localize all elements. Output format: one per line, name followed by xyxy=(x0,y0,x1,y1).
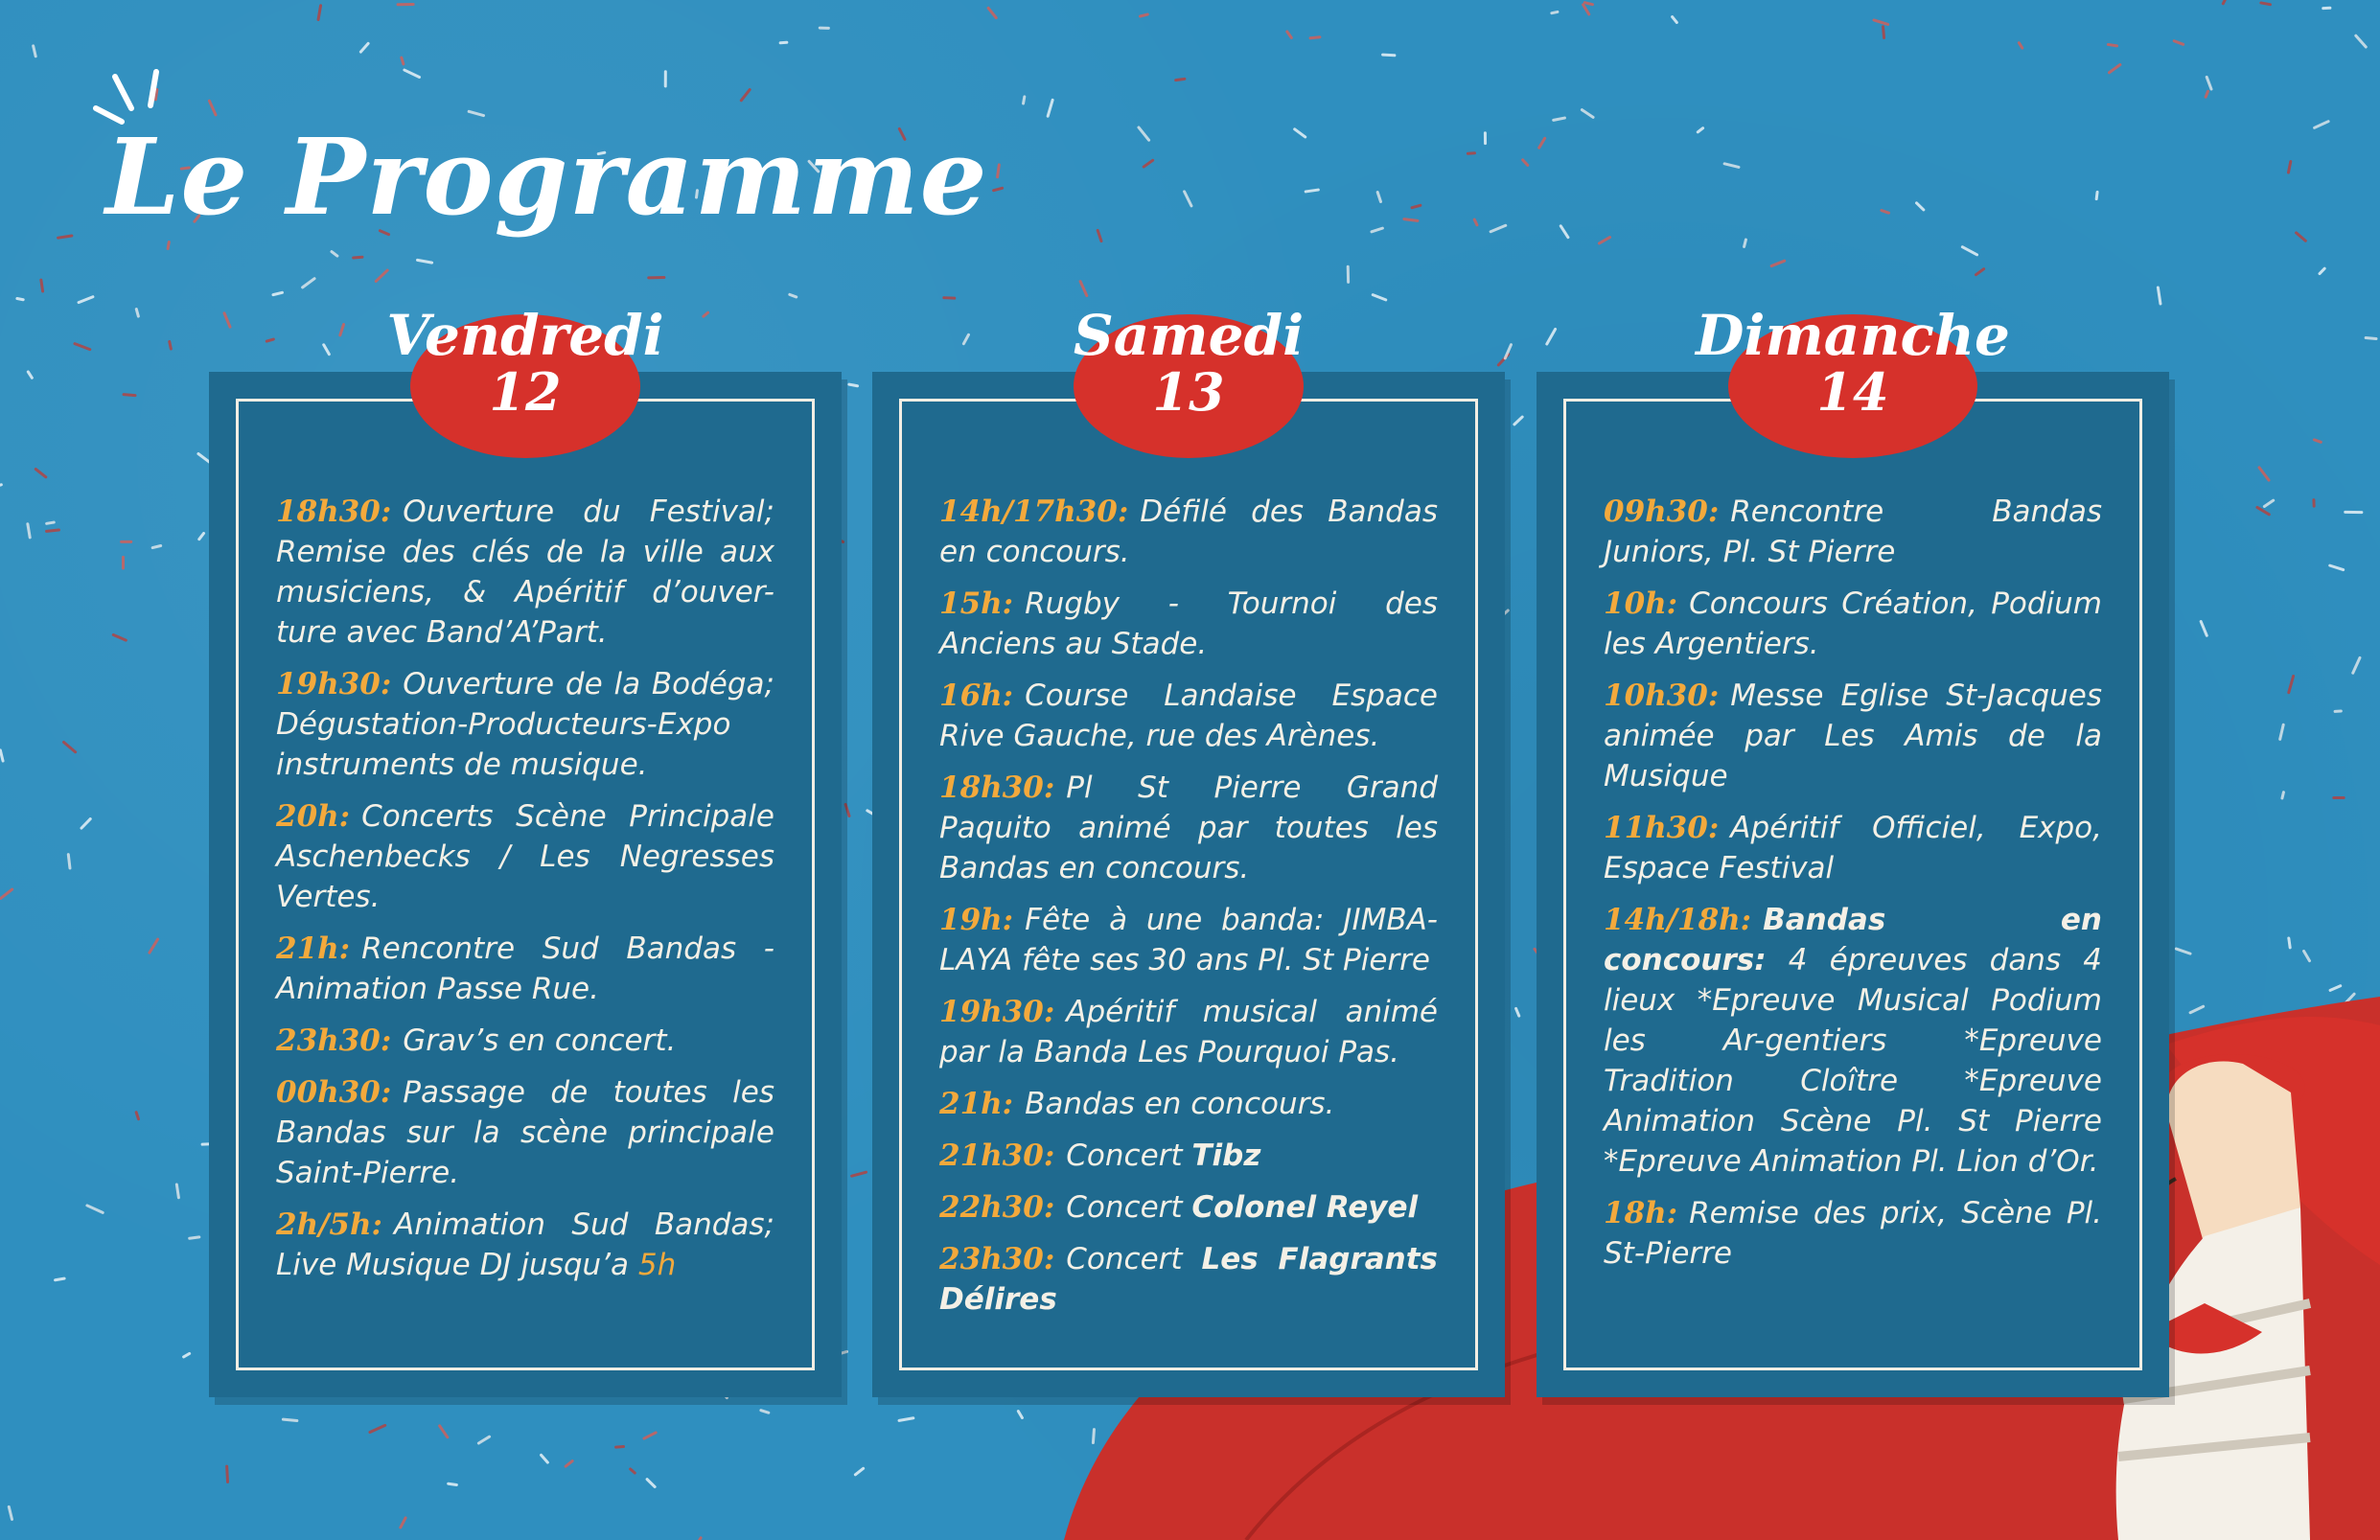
event-item xyxy=(276,1072,774,1193)
day-card-dimanche xyxy=(1537,303,2169,1397)
event-item xyxy=(939,900,1438,980)
event-item xyxy=(276,796,774,917)
event-text: Apéritif Officiel, Expo, Espace Festival xyxy=(1604,811,2102,885)
event-time: 2h/5h: xyxy=(276,1207,382,1242)
event-time: 10h30: xyxy=(1604,678,1720,713)
event-highlight: Bandas en concours: xyxy=(1604,903,2102,977)
day-name: Vendredi xyxy=(386,303,664,369)
event-time: 19h30: xyxy=(939,995,1055,1029)
event-item xyxy=(1604,808,2102,888)
day-number: 13 xyxy=(1152,361,1225,424)
event-time: 21h: xyxy=(276,931,351,966)
event-accent: 5h xyxy=(637,1248,677,1282)
event-time: 19h30: xyxy=(276,667,392,701)
event-item xyxy=(939,1187,1438,1228)
event-item xyxy=(939,492,1438,572)
event-item xyxy=(1604,584,2102,664)
event-time: 00h30: xyxy=(276,1075,392,1110)
event-item xyxy=(939,992,1438,1072)
event-item xyxy=(276,1021,774,1061)
event-text: Bandas en concours. xyxy=(1025,1087,1335,1121)
event-text: Ouverture de la Bodéga; Dégustation-Producteurs-Expo instruments de musique. xyxy=(276,667,774,782)
event-highlight: Tibz xyxy=(1191,1138,1261,1173)
event-list xyxy=(939,492,1438,1331)
event-item xyxy=(276,1205,774,1285)
day-name: Samedi xyxy=(1073,303,1305,369)
page-title: Le Programme xyxy=(105,115,988,239)
day-card-samedi xyxy=(872,303,1505,1397)
event-text: Pl St Pierre Grand Paquito animé par toutes les Bandas en concours. xyxy=(939,770,1438,885)
event-time: 10h: xyxy=(1604,586,1678,621)
event-list xyxy=(276,492,774,1297)
event-item xyxy=(1604,676,2102,796)
event-item xyxy=(1604,492,2102,572)
event-time: 22h30: xyxy=(939,1190,1055,1225)
event-item xyxy=(939,1084,1438,1124)
event-text: Remise des prix, Scène Pl. St-Pierre xyxy=(1604,1196,2102,1271)
event-text: Défilé des Bandas en concours. xyxy=(939,494,1438,569)
event-item xyxy=(1604,900,2102,1182)
event-text: Course Landaise Espace Rive Gauche, rue des Arènes. xyxy=(939,678,1438,753)
event-time: 15h: xyxy=(939,586,1014,621)
event-item xyxy=(1604,1193,2102,1274)
day-badge xyxy=(386,303,664,458)
event-time: 18h: xyxy=(1604,1196,1678,1230)
event-item xyxy=(276,929,774,1009)
event-text: Rencontre Bandas Juniors, Pl. St Pierre xyxy=(1604,494,2102,569)
event-text: Messe Eglise St-Jacques animée par Les Amis de la Musique xyxy=(1604,678,2102,793)
event-item xyxy=(939,1239,1438,1320)
event-text: Fête à une banda: JIMBA-LAYA fête ses 30 ans Pl. St Pierre xyxy=(939,903,1438,977)
event-highlight: Les Flagrants Délires xyxy=(939,1242,1439,1317)
event-item xyxy=(939,768,1438,888)
event-text: Ouverture du Festival; Remise des clés de la ville aux musiciens, & Apéritif d’ouver-ture avec Band’A’Part. xyxy=(276,494,774,650)
event-time: 21h30: xyxy=(939,1138,1055,1173)
day-number: 14 xyxy=(1816,361,1889,424)
event-time: 18h30: xyxy=(276,494,392,529)
event-item xyxy=(939,1136,1438,1176)
event-time: 20h: xyxy=(276,799,351,834)
event-time: 16h: xyxy=(939,678,1014,713)
event-text: 4 épreuves dans 4 lieux *Epreuve Musical Podium les Ar-gentiers *Epreuve Tradition Cloître *Epreuve Animation Scène Pl. St Pierre *Epreuve Animation Pl. Lion d’Or. xyxy=(1604,943,2102,1179)
event-time: 09h30: xyxy=(1604,494,1720,529)
event-time: 19h: xyxy=(939,903,1014,937)
event-time: 23h30: xyxy=(276,1023,392,1058)
event-text: Rugby - Tournoi des Anciens au Stade. xyxy=(939,586,1438,661)
event-time: 11h30: xyxy=(1604,811,1720,845)
event-time: 14h/17h30: xyxy=(939,494,1129,529)
event-time: 23h30: xyxy=(939,1242,1055,1276)
day-name: Dimanche xyxy=(1696,303,2010,369)
event-text: Concert xyxy=(1066,1138,1183,1173)
day-card-vendredi xyxy=(209,303,842,1397)
event-text: Concours Création, Podium les Argentiers. xyxy=(1604,586,2102,661)
event-highlight: Colonel Reyel xyxy=(1191,1190,1419,1225)
event-text: Apéritif musical animé par la Banda Les Pourquoi Pas. xyxy=(939,995,1438,1069)
event-text: Grav’s en concert. xyxy=(403,1023,677,1058)
event-text: Rencontre Sud Bandas - Animation Passe Rue. xyxy=(276,931,774,1006)
event-text: Concert xyxy=(1066,1242,1183,1276)
event-time: 14h/18h: xyxy=(1604,903,1752,937)
event-text: Concert xyxy=(1066,1190,1183,1225)
day-badge xyxy=(1696,303,2010,458)
event-item xyxy=(939,676,1438,756)
event-list xyxy=(1604,492,2102,1285)
event-item xyxy=(939,584,1438,664)
event-time: 18h30: xyxy=(939,770,1055,805)
event-item xyxy=(276,492,774,653)
event-text: Passage de toutes les Bandas sur la scène principale Saint-Pierre. xyxy=(276,1075,774,1190)
day-number: 12 xyxy=(489,361,562,424)
event-time: 21h: xyxy=(939,1087,1014,1121)
event-text: Concerts Scène Principale Aschenbecks / Les Negresses Vertes. xyxy=(276,799,774,914)
day-badge xyxy=(1073,303,1305,458)
event-item xyxy=(276,664,774,785)
event-text: Animation Sud Bandas; Live Musique DJ jusqu’a xyxy=(276,1207,774,1282)
